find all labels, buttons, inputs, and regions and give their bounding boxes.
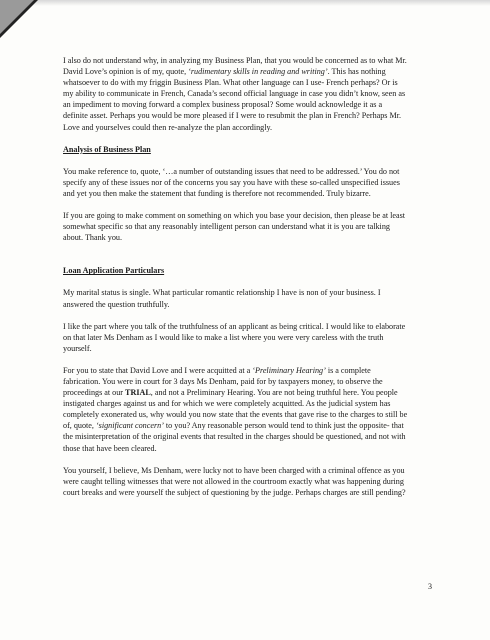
paragraph-outstanding-issues: You make reference to, quote, ‘…a number of outstanding issues that need to be addressed.’ You do not specify any of these issues nor of the concerns you say you have with these so-called unspecified issues and yet you then make the statement that funding is therefore not recommended. Truly bizarre. <box>63 166 400 198</box>
quoted-phrase: ‘significant concern’ <box>95 421 164 431</box>
quoted-phrase: ‘Preliminary Hearing’ <box>252 365 326 375</box>
paragraph-be-specific: If you are going to make comment on something on which you base your decision, then please be at least somewhat specific so that any reasonably intelligent person can understand what it is you are talking about. Thank you. <box>63 211 406 243</box>
section-heading-analysis: Analysis of Business Plan <box>63 144 151 154</box>
paragraph-truthfulness: I like the part where you talk of the truthfulness of an applicant as being critical. I would like to elaborate on that later Ms Denham as I would like to make a list where you were very careless with the truth yourself. <box>63 321 406 353</box>
paragraph-business-plan-opinion <box>63 55 408 133</box>
text-run: I also do not understand why, in analyzing my Business Plan, that you would be concerned as to what Mr. David Love’s opinion is of my, quote, <box>63 56 407 77</box>
page-number: 3 <box>428 582 432 591</box>
paragraph-criminal-offence: You yourself, I believe, Ms Denham, were lucky not to have been charged with a criminal offence as you were caught telling witnesses that were not allowed in the courtroom exactly what was happening during court breaks and were yourself the subject of questioning by the judge. Perhaps charges are still pending? <box>63 465 406 497</box>
paragraph-acquittal <box>63 365 408 454</box>
text-run: to you? Any reasonable person would tend to think just the opposite- that the misinterpretation of the original events that resulted in the charges should be questioned, and not with those that have been cleared. <box>63 421 406 453</box>
paragraph-marital-status: My marital status is single. What particular romantic relationship I have is non of your business. I answered the question truthfully. <box>63 288 381 309</box>
text-run: , and not a Preliminary Hearing. You are not being truthful here. You people instigated charges against us and for which we were completely acquitted. As the judicial system has completely exonerated us, why would you now state that the events that gave rise to the charges to still be of, quote, <box>63 388 408 431</box>
section-heading-loan-application: Loan Application Particulars <box>63 266 165 276</box>
text-run: is a complete fabrication. You were in court for 3 days Ms Denham, paid for by taxpayers money, to observe the proceedings at our <box>63 365 383 398</box>
emphasized-word: TRIAL <box>125 388 151 398</box>
quoted-phrase: ‘rudimentary skills in reading and writing’ <box>188 67 328 77</box>
text-run: For you to state that David Love and I were acquitted at a <box>63 365 253 375</box>
page-edge-shadow <box>0 0 490 6</box>
folded-corner-underside <box>0 0 34 34</box>
text-run: . This has nothing whatsoever to do with my friggin Business Plan. What other language can I use- French perhaps? Or is my ability to communicate in French, Canada’s second official language in case you didn’t know, seen as an impediment to moving forward a complex business proposal? Some would acknowledge it as a definite asset. Perhaps you would be more pleased if I were to resubmit the plan in French? Perhaps Mr. Love and yourselves could then re-analyze the plan accordingly. <box>63 67 406 132</box>
document-body <box>63 55 408 509</box>
